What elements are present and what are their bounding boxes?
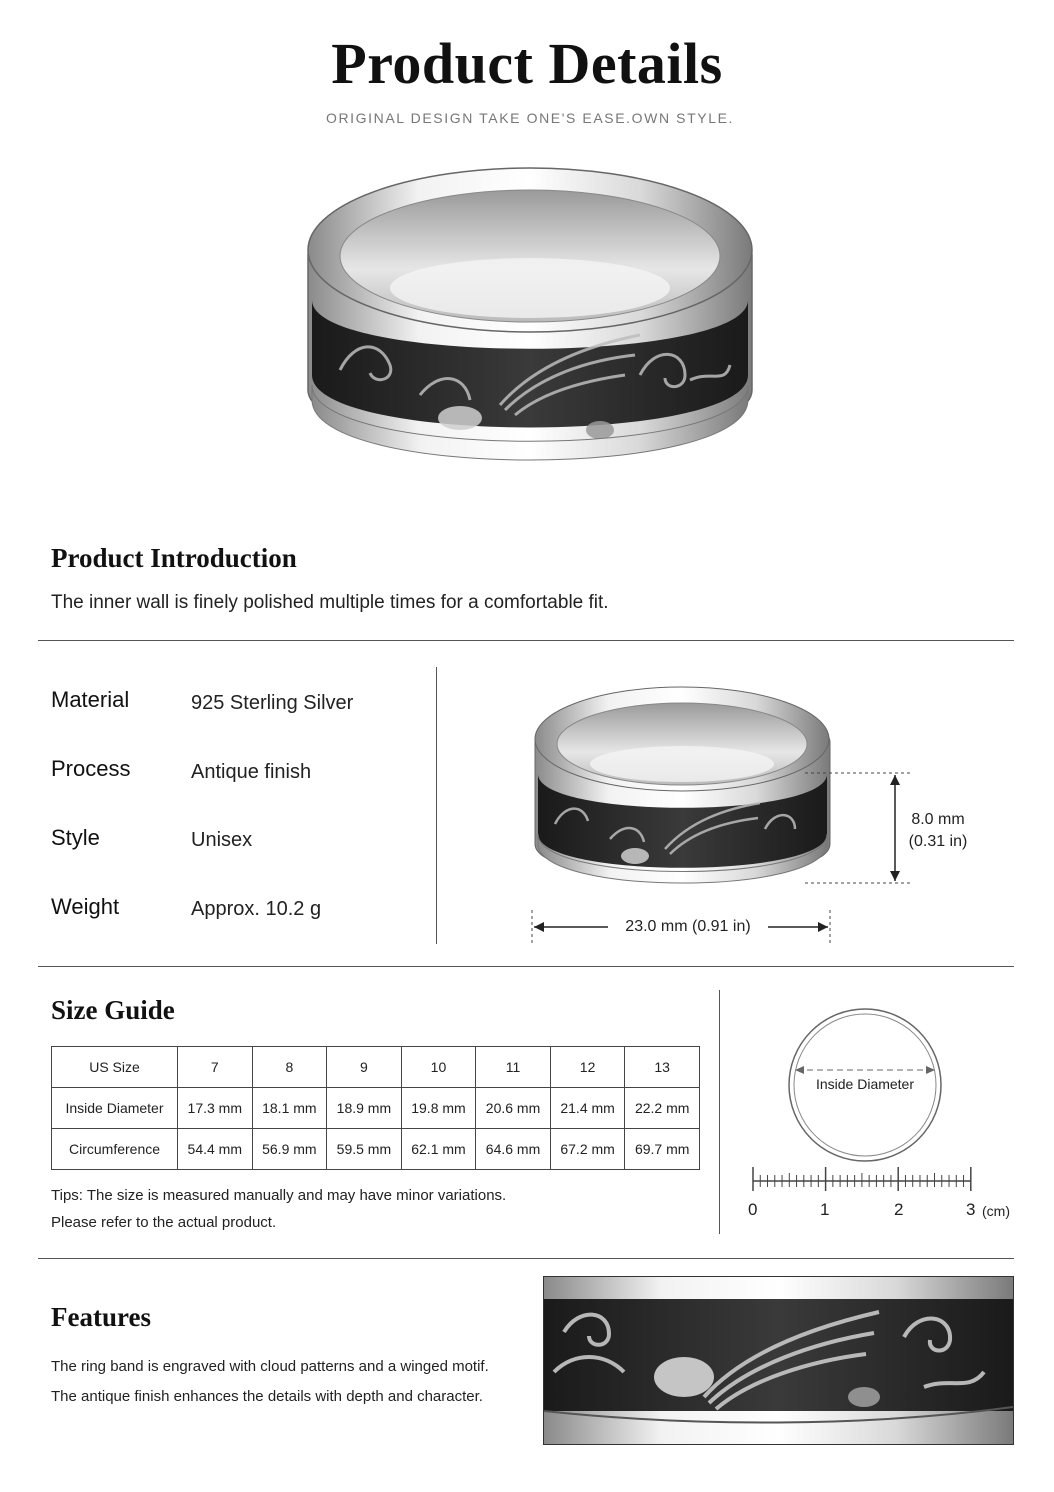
- features-heading: Features: [51, 1302, 151, 1332]
- table-cell: 54.4 mm: [178, 1129, 253, 1170]
- divider: [38, 966, 1014, 967]
- vertical-divider: [436, 667, 437, 944]
- spec-value-style: Unisex: [191, 829, 253, 851]
- table-row-label: Circumference: [52, 1129, 178, 1170]
- table-row-label: Inside Diameter: [52, 1088, 178, 1129]
- page-title: Product Details: [331, 31, 723, 96]
- size-table: [51, 1046, 700, 1170]
- table-cell: 67.2 mm: [550, 1129, 625, 1170]
- table-cell: 20.6 mm: [476, 1088, 551, 1129]
- spec-label-material: Material: [51, 687, 130, 712]
- table-cell: 17.3 mm: [178, 1088, 253, 1129]
- size-guide-heading: Size Guide: [51, 995, 175, 1025]
- introduction-heading: Product Introduction: [51, 543, 297, 573]
- table-cell: 69.7 mm: [625, 1129, 700, 1170]
- table-cell: 56.9 mm: [252, 1129, 327, 1170]
- spec-value-process: Antique finish: [191, 761, 312, 783]
- vertical-divider: [719, 990, 720, 1234]
- spec-value-weight: Approx. 10.2 g: [191, 898, 322, 920]
- tips-line-1: Tips: The size is measured manually and may have minor variations.: [51, 1187, 507, 1204]
- height-in-label: (0.31 in): [908, 833, 968, 850]
- ring-closeup-image: [543, 1276, 1014, 1445]
- ruler-mark-0: 0: [748, 1200, 758, 1219]
- spec-label-style: Style: [51, 825, 100, 850]
- table-cell: 12: [550, 1047, 625, 1088]
- height-mm-label: 8.0 mm: [911, 811, 965, 828]
- table-cell: 11: [476, 1047, 551, 1088]
- table-cell: 18.9 mm: [327, 1088, 402, 1129]
- ruler-mark-1: 1: [820, 1200, 830, 1219]
- ring-main-image: [300, 160, 760, 505]
- features-line-1: The ring band is engraved with cloud patterns and a winged motif.: [51, 1358, 489, 1375]
- spec-label-weight: Weight: [51, 894, 120, 919]
- features-line-2: The antique finish enhances the details with depth and character.: [51, 1388, 483, 1405]
- table-row: [52, 1047, 700, 1088]
- table-row-label: US Size: [52, 1047, 178, 1088]
- table-cell: 62.1 mm: [401, 1129, 476, 1170]
- table-cell: 9: [327, 1047, 402, 1088]
- divider: [38, 640, 1014, 641]
- table-cell: 10: [401, 1047, 476, 1088]
- table-cell: 21.4 mm: [550, 1088, 625, 1129]
- ruler-mark-2: 2: [894, 1200, 904, 1219]
- table-cell: 59.5 mm: [327, 1129, 402, 1170]
- spec-label-process: Process: [51, 756, 131, 781]
- table-cell: 64.6 mm: [476, 1129, 551, 1170]
- table-cell: 7: [178, 1047, 253, 1088]
- table-row: [52, 1129, 700, 1170]
- introduction-text: The inner wall is finely polished multiple times for a comfortable fit.: [51, 592, 609, 613]
- page-subtitle: ORIGINAL DESIGN TAKE ONE'S EASE.OWN STYLE.: [325, 110, 735, 126]
- ruler-mark-3: 3: [966, 1200, 976, 1219]
- table-cell: 18.1 mm: [252, 1088, 327, 1129]
- ruler: [745, 1165, 985, 1197]
- table-cell: 19.8 mm: [401, 1088, 476, 1129]
- table-cell: 13: [625, 1047, 700, 1088]
- ruler-unit: (cm): [982, 1203, 1010, 1219]
- divider: [38, 1258, 1014, 1259]
- width-label: 23.0 mm (0.91 in): [625, 918, 751, 935]
- table-cell: 8: [252, 1047, 327, 1088]
- spec-value-material: 925 Sterling Silver: [191, 692, 354, 714]
- tips-line-2: Please refer to the actual product.: [51, 1214, 277, 1231]
- inside-diameter-label: Inside Diameter: [815, 1076, 915, 1092]
- table-row: [52, 1088, 700, 1129]
- table-cell: 22.2 mm: [625, 1088, 700, 1129]
